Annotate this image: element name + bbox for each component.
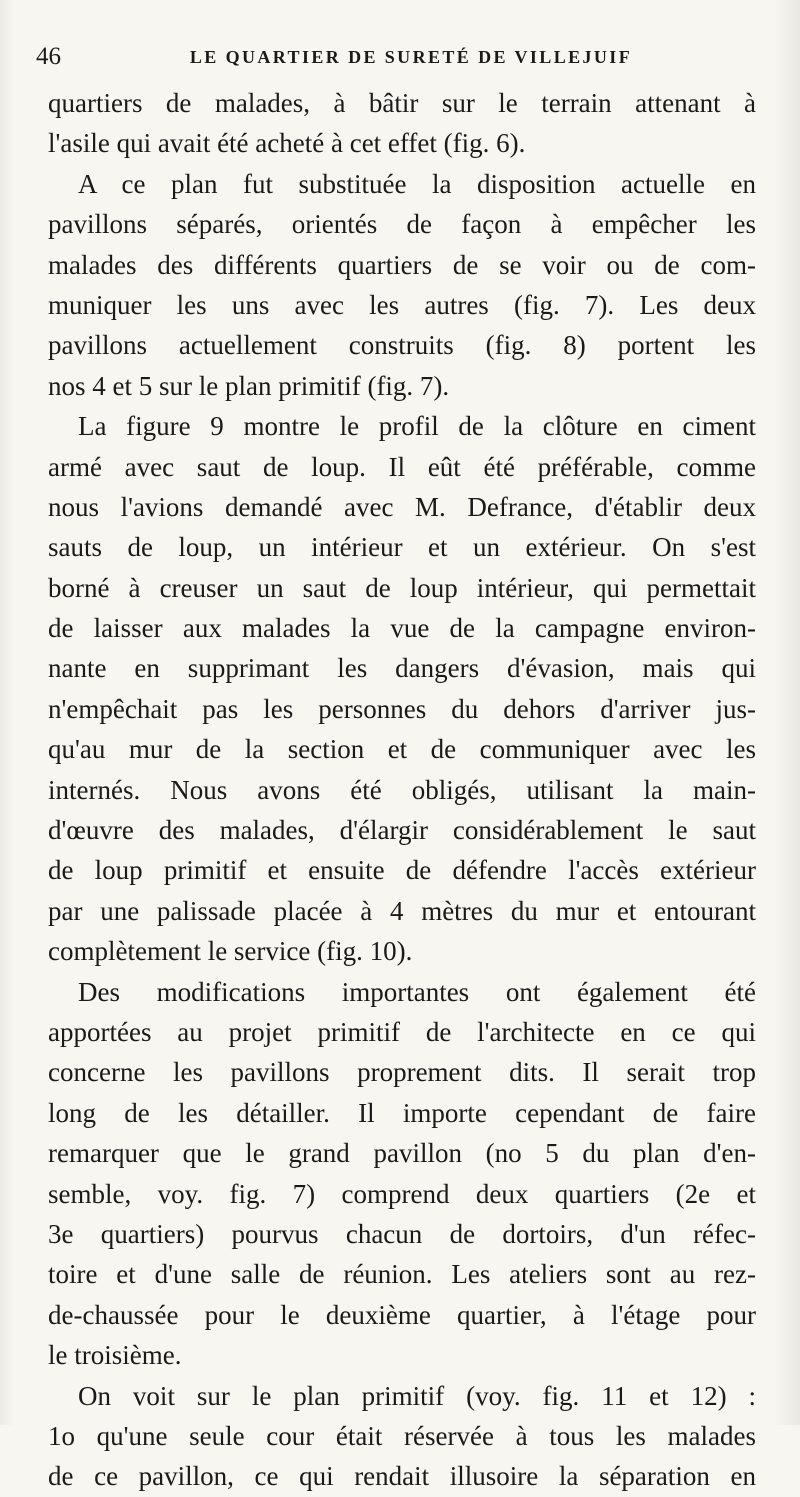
text-line: muniquer les uns avec les autres (fig. 7). Les deux — [48, 289, 756, 320]
text-line: de loup primitif et ensuite de défendre l'accès extérieur — [48, 855, 756, 886]
page-header — [36, 42, 756, 72]
text-line: nos 4 et 5 sur le plan primitif (fig. 7). — [48, 370, 450, 401]
text-line: armé avec saut de loup. Il eût été préférable, comme — [48, 451, 756, 482]
paragraph-start-line: A ce plan fut substituée la disposition actuelle en — [78, 168, 756, 199]
text-line: remarquer que le grand pavillon (no 5 du plan d'en- — [48, 1138, 756, 1169]
paragraph-start-line: On voit sur le plan primitif (voy. fig. 11 et 12) : — [78, 1380, 756, 1411]
text-line: internés. Nous avons été obligés, utilisant la main- — [48, 774, 756, 805]
text-line: complètement le service (fig. 10). — [48, 936, 413, 967]
text-line: nante en supprimant les dangers d'évasion, mais qui — [48, 653, 756, 684]
text-line: d'œuvre des malades, d'élargir considérablement le saut — [48, 815, 756, 846]
paragraph-start-line: La figure 9 montre le profil de la clôture en ciment — [78, 411, 756, 442]
text-line: pavillons actuellement construits (fig. 8) portent les — [48, 330, 756, 361]
text-line: borné à creuser un saut de loup intérieur, qui permettait — [48, 572, 756, 603]
text-line: long de les détailler. Il importe cependant de faire — [48, 1097, 756, 1128]
body-text — [48, 83, 756, 1497]
paragraph-start-line: Des modifications importantes ont également été — [78, 976, 756, 1007]
text-line: nous l'avions demandé avec M. Defrance, d'établir deux — [48, 491, 756, 522]
text-line: apportées au projet primitif de l'architecte en ce qui — [48, 1016, 756, 1047]
page-number: 46 — [36, 43, 61, 70]
text-line: qu'au mur de la section et de communiquer avec les — [48, 734, 756, 765]
running-head: LE QUARTIER DE SURETÉ DE VILLEJUIF — [189, 47, 633, 67]
text-line: par une palissade placée à 4 mètres du mur et entourant — [48, 895, 756, 926]
text-line: de-chaussée pour le deuxième quartier, à l'étage pour — [48, 1299, 756, 1330]
text-line: de laisser aux malades la vue de la campagne environ- — [48, 613, 756, 644]
text-line: toire et d'une salle de réunion. Les ateliers sont au rez- — [48, 1259, 756, 1290]
text-line: l'asile qui avait été acheté à cet effet (fig. 6). — [48, 128, 526, 159]
text-line: le troisième. — [48, 1340, 182, 1371]
text-line: malades des différents quartiers de se voir ou de com- — [48, 249, 756, 280]
text-line: semble, voy. fig. 7) comprend deux quartiers (2e et — [48, 1178, 756, 1209]
text-line: 3e quartiers) pourvus chacun de dortoirs, d'un réfec- — [48, 1218, 756, 1249]
text-line: pavillons séparés, orientés de façon à empêcher les — [48, 209, 756, 240]
text-line: quartiers de malades, à bâtir sur le terrain attenant à — [48, 88, 756, 118]
text-line: concerne les pavillons proprement dits. Il serait trop — [48, 1057, 756, 1088]
text-line: n'empêchait pas les personnes du dehors d'arriver jus- — [48, 693, 756, 724]
text-line: sauts de loup, un intérieur et un extérieur. On s'est — [48, 532, 756, 563]
text-line: de ce pavillon, ce qui rendait illusoire la séparation en — [48, 1461, 756, 1492]
text-line: 1o qu'une seule cour était réservée à tous les malades — [48, 1420, 756, 1451]
